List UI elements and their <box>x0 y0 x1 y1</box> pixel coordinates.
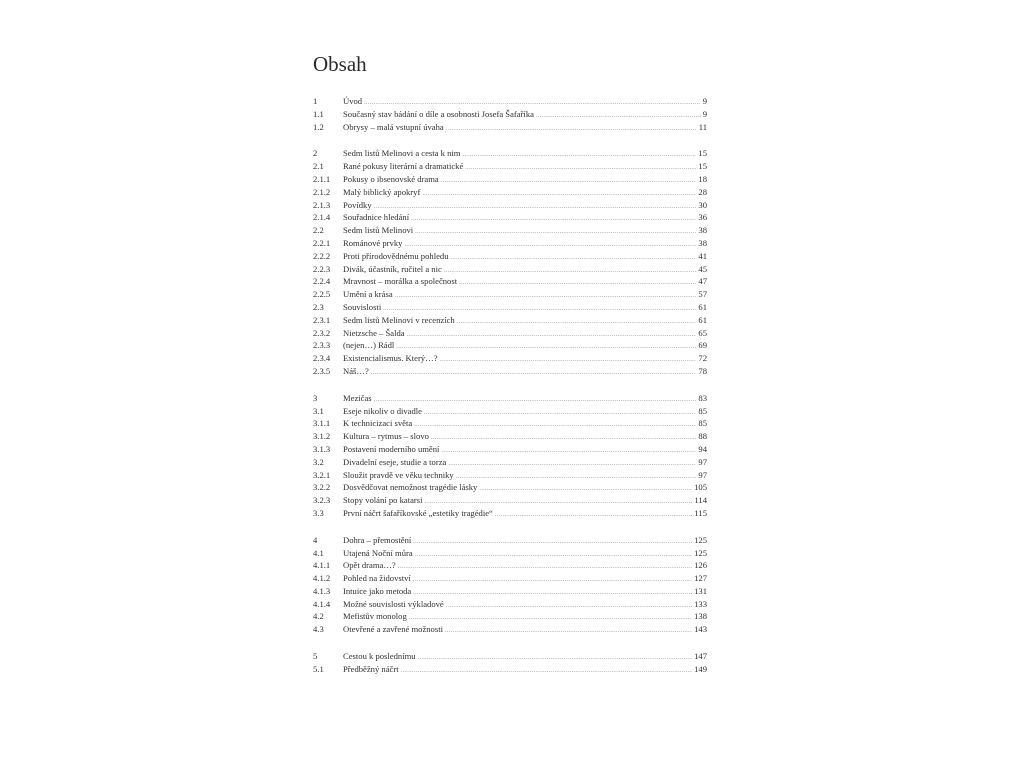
toc-entry-number: 2.3.1 <box>313 314 331 325</box>
toc-dot-leader <box>413 577 692 583</box>
table-of-contents <box>313 96 707 691</box>
toc-entry-number: 2.1.2 <box>313 186 331 197</box>
toc-entry-number: 2.3.4 <box>313 353 331 364</box>
toc-entry-page-number: 97 <box>698 456 707 467</box>
toc-entry-title: Utajená Noční můra <box>343 547 413 558</box>
toc-entry-number: 4.1 <box>313 547 324 558</box>
toc-dot-leader <box>395 293 697 299</box>
toc-dot-leader <box>441 448 696 454</box>
toc-entry-title: Pokusy o ibsenovské drama <box>343 173 439 184</box>
toc-dot-leader <box>396 344 696 350</box>
toc-dot-leader <box>409 615 692 621</box>
toc-entry-number: 2.1.4 <box>313 212 331 223</box>
toc-entry <box>313 573 707 586</box>
toc-entry <box>313 444 707 457</box>
toc-entry <box>313 535 707 548</box>
toc-entry-number: 3.1.2 <box>313 431 331 442</box>
toc-entry-page-number: 125 <box>694 547 707 558</box>
toc-entry-page-number: 9 <box>702 108 707 119</box>
toc-dot-leader <box>495 512 693 518</box>
toc-entry-number: 2.3.2 <box>313 327 331 338</box>
toc-entry-title: Mezičas <box>343 392 372 403</box>
toc-dot-leader <box>431 435 696 441</box>
toc-entry-page-number: 41 <box>698 250 707 261</box>
toc-entry-title: Rané pokusy literární a dramatické <box>343 161 464 172</box>
toc-dot-leader <box>364 100 701 106</box>
toc-dot-leader <box>424 499 692 505</box>
toc-entry-page-number: 115 <box>694 507 707 518</box>
toc-entry-number: 2.3.3 <box>313 340 331 351</box>
toc-entry-number: 2.3.5 <box>313 365 331 376</box>
toc-dot-leader <box>456 474 697 480</box>
toc-dot-leader <box>536 113 701 119</box>
toc-entry-page-number: 61 <box>698 301 707 312</box>
toc-entry <box>313 302 707 315</box>
toc-entry-title: První náčrt šafaříkovské „estetiky tragédie“ <box>343 507 493 518</box>
toc-entry-number: 5 <box>313 651 318 662</box>
toc-entry-title: (nejen…) Rádl <box>343 340 395 351</box>
toc-entry-page-number: 9 <box>702 96 707 106</box>
toc-entry-title: Opět drama…? <box>343 560 396 571</box>
toc-entry-page-number: 69 <box>698 340 707 351</box>
toc-dot-leader <box>440 357 697 363</box>
toc-entry <box>313 495 707 508</box>
toc-entry-number: 2.2.1 <box>313 237 331 248</box>
toc-entry-page-number: 15 <box>698 148 707 159</box>
toc-entry-number: 4.2 <box>313 611 324 622</box>
toc-entry-title: Proti přírodovědnému pohledu <box>343 250 449 261</box>
toc-entry-page-number: 85 <box>698 418 707 429</box>
toc-entry <box>313 315 707 328</box>
toc-section <box>313 535 707 637</box>
toc-dot-leader <box>422 191 696 197</box>
toc-entry-title: Současný stav bádání o díle a osobnosti Josefa Šafaříka <box>343 108 534 119</box>
toc-entry-title: Sedm listů Melinovi <box>343 225 414 236</box>
toc-entry-page-number: 38 <box>698 237 707 248</box>
toc-entry-page-number: 143 <box>694 624 707 635</box>
toc-entry-page-number: 78 <box>698 365 707 376</box>
toc-entry-title: Dosvědčovat nemožnost tragédie lásky <box>343 482 478 493</box>
toc-entry-title: Cestou k poslednímu <box>343 651 416 662</box>
toc-entry-page-number: 149 <box>694 663 707 674</box>
toc-dot-leader <box>415 229 696 235</box>
toc-entry <box>313 508 707 521</box>
toc-entry-number: 4 <box>313 534 318 545</box>
toc-dot-leader <box>398 564 692 570</box>
toc-entry-title: Povídky <box>343 199 372 210</box>
toc-entry-page-number: 11 <box>698 121 707 132</box>
toc-entry-page-number: 83 <box>698 392 707 403</box>
toc-entry-title: Pohled na židovství <box>343 573 411 584</box>
toc-dot-leader <box>424 410 696 416</box>
toc-entry <box>313 470 707 483</box>
toc-entry <box>313 109 707 122</box>
toc-entry-page-number: 65 <box>698 327 707 338</box>
toc-entry <box>313 264 707 277</box>
toc-entry <box>313 418 707 431</box>
toc-entry-page-number: 57 <box>698 289 707 300</box>
toc-entry-title: Možné souvislosti výkladové <box>343 598 444 609</box>
toc-entry-number: 4.1.3 <box>313 585 331 596</box>
toc-entry <box>313 200 707 213</box>
toc-entry-title: Malý biblický apokryf <box>343 186 421 197</box>
toc-entry-title: Románové prvky <box>343 237 403 248</box>
toc-entry <box>313 122 707 135</box>
toc-section <box>313 651 707 677</box>
toc-dot-leader <box>465 165 696 171</box>
toc-entry-page-number: 85 <box>698 405 707 416</box>
toc-dot-leader <box>401 668 693 674</box>
toc-entry <box>313 276 707 289</box>
toc-entry-page-number: 147 <box>694 651 707 662</box>
toc-entry-number: 2.2.5 <box>313 289 331 300</box>
toc-dot-leader <box>459 280 696 286</box>
toc-entry-page-number: 105 <box>694 482 707 493</box>
toc-entry-number: 3.2.3 <box>313 495 331 506</box>
toc-entry-number: 2.1 <box>313 161 324 172</box>
toc-entry <box>313 96 707 109</box>
toc-entry <box>313 174 707 187</box>
toc-dot-leader <box>444 268 697 274</box>
toc-entry <box>313 251 707 264</box>
toc-entry-page-number: 45 <box>698 263 707 274</box>
toc-entry-title: Sloužit pravdě ve věku techniky <box>343 469 454 480</box>
toc-entry-title: Náš…? <box>343 365 369 376</box>
toc-entry <box>313 624 707 637</box>
toc-entry-page-number: 97 <box>698 469 707 480</box>
toc-entry-page-number: 138 <box>694 611 707 622</box>
toc-entry <box>313 406 707 419</box>
toc-entry-page-number: 47 <box>698 276 707 287</box>
toc-entry-title: Předběžný náčrt <box>343 663 399 674</box>
toc-entry-number: 3.1 <box>313 405 324 416</box>
toc-dot-leader <box>407 332 697 338</box>
toc-entry-page-number: 126 <box>694 560 707 571</box>
toc-entry-number: 2.2.3 <box>313 263 331 274</box>
toc-entry-number: 3.1.1 <box>313 418 331 429</box>
toc-dot-leader <box>479 486 692 492</box>
toc-dot-leader <box>404 242 696 248</box>
toc-dot-leader <box>414 422 696 428</box>
toc-entry-page-number: 30 <box>698 199 707 210</box>
toc-entry-number: 2 <box>313 148 318 159</box>
toc-entry-page-number: 133 <box>694 598 707 609</box>
toc-entry <box>313 431 707 444</box>
toc-dot-leader <box>374 204 697 210</box>
toc-entry-number: 2.1.1 <box>313 173 331 184</box>
toc-entry-number: 2.2.4 <box>313 276 331 287</box>
toc-entry-title: Stopy volání po katarsi <box>343 495 423 506</box>
toc-entry-number: 3.1.3 <box>313 443 331 454</box>
toc-entry-page-number: 38 <box>698 225 707 236</box>
toc-entry <box>313 340 707 353</box>
toc-entry-title: Otevřené a zavřené možnosti <box>343 624 443 635</box>
toc-entry-title: K technicizaci světa <box>343 418 413 429</box>
toc-entry-page-number: 61 <box>698 314 707 325</box>
toc-section <box>313 393 707 521</box>
toc-entry-number: 4.1.1 <box>313 560 331 571</box>
toc-entry <box>313 560 707 573</box>
toc-entry-number: 4.1.4 <box>313 598 331 609</box>
toc-dot-leader <box>446 126 697 132</box>
toc-entry-number: 3.3 <box>313 507 324 518</box>
toc-entry-number: 1.2 <box>313 121 324 132</box>
toc-entry-page-number: 18 <box>698 173 707 184</box>
toc-entry <box>313 457 707 470</box>
toc-entry-page-number: 127 <box>694 573 707 584</box>
toc-entry-title: Divák, účastník, ručitel a nic <box>343 263 442 274</box>
toc-entry-number: 2.2.2 <box>313 250 331 261</box>
toc-entry-page-number: 131 <box>694 585 707 596</box>
toc-entry-title: Divadelní eseje, studie a torza <box>343 456 447 467</box>
toc-dot-leader <box>413 590 692 596</box>
toc-entry <box>313 328 707 341</box>
toc-dot-leader <box>457 319 697 325</box>
toc-entry-title: Mravnost – morálka a společnost <box>343 276 458 287</box>
toc-entry-number: 1.1 <box>313 108 324 119</box>
toc-entry-title: Eseje nikoliv o divadle <box>343 405 422 416</box>
toc-entry <box>313 148 707 161</box>
toc-dot-leader <box>371 370 697 376</box>
toc-entry <box>313 225 707 238</box>
toc-entry-title: Postavení moderního umění <box>343 443 440 454</box>
page-title: Obsah <box>313 52 367 76</box>
toc-entry-title: Nietzsche – Šalda <box>343 327 405 338</box>
toc-entry-number: 3.2 <box>313 456 324 467</box>
toc-entry-page-number: 88 <box>698 431 707 442</box>
toc-entry <box>313 289 707 302</box>
toc-entry-page-number: 36 <box>698 212 707 223</box>
toc-entry <box>313 161 707 174</box>
toc-entry <box>313 599 707 612</box>
toc-entry-number: 4.1.2 <box>313 573 331 584</box>
toc-entry <box>313 366 707 379</box>
toc-entry <box>313 548 707 561</box>
toc-dot-leader <box>415 552 692 558</box>
toc-entry-page-number: 125 <box>694 534 707 545</box>
toc-entry-page-number: 114 <box>694 495 707 506</box>
toc-dot-leader <box>411 216 696 222</box>
toc-dot-leader <box>451 255 697 261</box>
toc-entry-title: Intuice jako metoda <box>343 585 412 596</box>
toc-entry-title: Obrysy – malá vstupní úvaha <box>343 121 444 132</box>
toc-entry <box>313 353 707 366</box>
toc-entry-title: Kultura – rytmus – slovo <box>343 431 429 442</box>
toc-entry <box>313 651 707 664</box>
toc-dot-leader <box>418 655 693 661</box>
toc-entry-title: Souvislosti <box>343 301 382 312</box>
toc-dot-leader <box>446 603 692 609</box>
toc-entry-number: 3 <box>313 392 318 403</box>
toc-dot-leader <box>413 539 692 545</box>
toc-entry <box>313 238 707 251</box>
toc-entry-number: 2.3 <box>313 301 324 312</box>
toc-entry-number: 3.2.1 <box>313 469 331 480</box>
toc-entry-number: 1 <box>313 96 318 106</box>
toc-entry <box>313 586 707 599</box>
toc-dot-leader <box>448 461 696 467</box>
toc-entry-page-number: 72 <box>698 353 707 364</box>
toc-entry-page-number: 15 <box>698 161 707 172</box>
toc-entry-number: 2.1.3 <box>313 199 331 210</box>
toc-entry <box>313 611 707 624</box>
toc-entry <box>313 482 707 495</box>
toc-entry <box>313 664 707 677</box>
toc-entry-title: Existencialismus. Který…? <box>343 353 438 364</box>
toc-entry-title: Souřadnice hledání <box>343 212 410 223</box>
toc-entry <box>313 393 707 406</box>
toc-entry-title: Sedm listů Melinovi v recenzích <box>343 314 455 325</box>
toc-entry-title: Úvod <box>343 96 363 106</box>
toc-dot-leader <box>441 178 697 184</box>
toc-entry-title: Sedm listů Melinovi a cesta k nim <box>343 148 461 159</box>
toc-entry-number: 4.3 <box>313 624 324 635</box>
toc-entry-title: Umění a krása <box>343 289 393 300</box>
toc-dot-leader <box>462 152 696 158</box>
toc-entry-number: 3.2.2 <box>313 482 331 493</box>
toc-entry-page-number: 94 <box>698 443 707 454</box>
toc-entry-number: 2.2 <box>313 225 324 236</box>
toc-entry-title: Mefistův monolog <box>343 611 407 622</box>
toc-entry <box>313 212 707 225</box>
toc-entry-page-number: 28 <box>698 186 707 197</box>
toc-entry-number: 5.1 <box>313 663 324 674</box>
toc-section <box>313 148 707 378</box>
toc-entry <box>313 187 707 200</box>
toc-section <box>313 96 707 134</box>
toc-dot-leader <box>445 628 692 634</box>
toc-dot-leader <box>374 397 697 403</box>
toc-entry-title: Dohra – přemostění <box>343 534 412 545</box>
toc-dot-leader <box>383 306 696 312</box>
